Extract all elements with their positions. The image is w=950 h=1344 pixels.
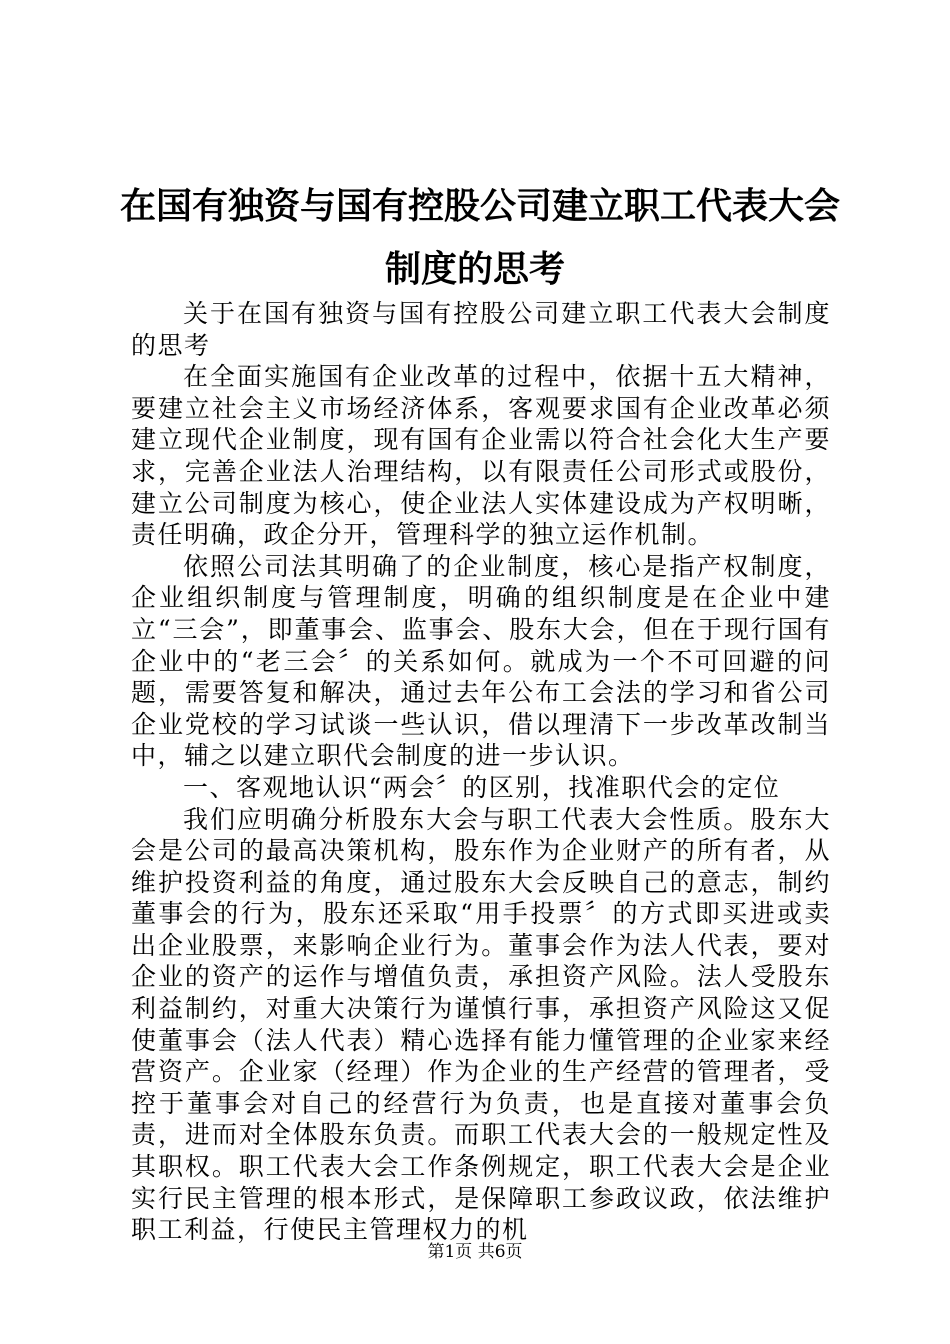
paragraph: 我们应明确分析股东大会与职工代表大会性质。股东大会是公司的最高决策机构，股东作为企业财产的所有者，从维护投资利益的角度，通过股东大会反映自己的意志，制约董事会的行为，股东还采取“用手投票〞的方式即买进或卖出企业股票，来影响企业行为。董事会作为法人代表，要对企业的资产的运作与增值负责，承担资产风险。法人受股东利益制约，对重大决策行为谨慎行事，承担资产风险这又促使董事会（法人代表）精心选择有能力懂管理的企业家来经营资产。企业家（经理）作为企业的生产经营的管理者，受控于董事会对自己的经营行为负责，也是直接对董事会负责，进而对全体股东负责。而职工代表大会的一般规定性及其职权。职工代表大会工作条例规定，职工代表大会是企业实行民主管理的根本形式，是保障职工参政议政，依法维护职工利益，行使民主管理权力的机: [131, 804, 831, 1245]
paragraph: 依照公司法其明确了的企业制度，核心是指产权制度，企业组织制度与管理制度，明确的组织制度是在企业中建立“三会”，即董事会、监事会、股东大会，但在于现行国有企业中的“老三会〞的关系如何。就成为一个不可回避的问题，需要答复和解决，通过去年公布工会法的学习和省公司企业党校的学习试谈一些认识，借以理清下一步改革改制当中，辅之以建立职代会制度的进一步认识。: [131, 551, 831, 771]
page-footer: 第1页 共6页: [427, 1242, 523, 1262]
paragraph: 在全面实施国有企业改革的过程中，依据十五大精神，要建立社会主义市场经济体系，客观要求国有企业改革必须建立现代企业制度，现有国有企业需以符合社会化大生产要求，完善企业法人治理结构，以有限责任公司形式或股份，建立公司制度为核心，使企业法人实体建设成为产权明晰，责任明确，政企分开，管理科学的独立运作机制。: [131, 362, 831, 550]
section-heading: 一、客观地认识“两会〞的区别，找准职代会的定位: [183, 772, 781, 802]
document-title-line-2: 制度的思考: [384, 249, 565, 290]
paragraph-subtitle: 关于在国有独资与国有控股公司建立职工代表大会制度的思考: [131, 299, 831, 360]
document-title-line-1: 在国有独资与国有控股公司建立职工代表大会: [120, 186, 841, 227]
document-body: [131, 298, 831, 1246]
